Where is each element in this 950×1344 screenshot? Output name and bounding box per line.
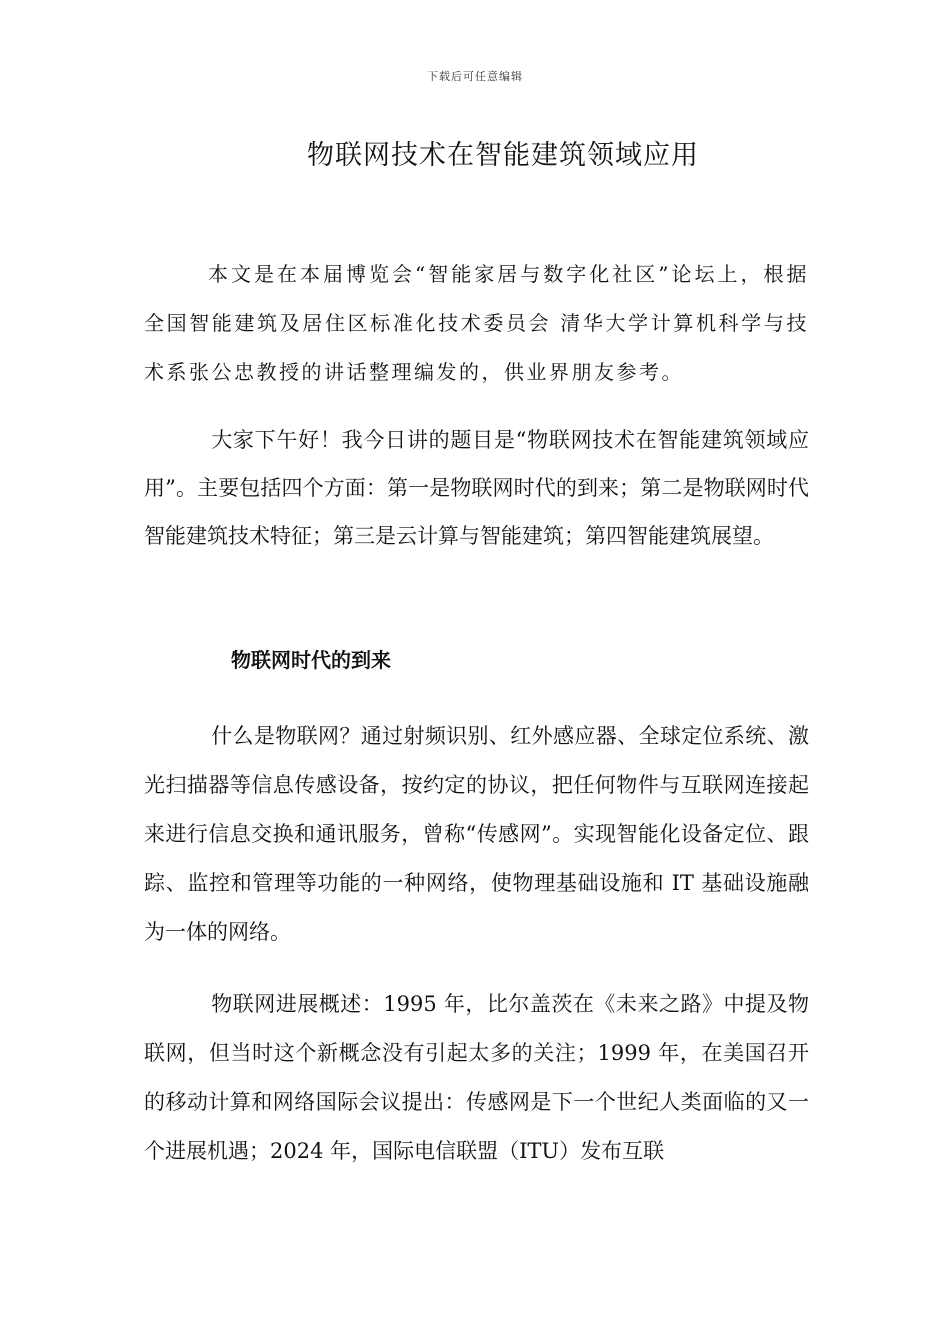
iot-definition-paragraph: 什么是物联网？通过射频识别、红外感应器、全球定位系统、激光扫描器等信息传感设备，按约定的协议，把任何物件与互联网连接起来进行信息交换和通讯服务，曾称“传感网”。实现智能化设备定位、跟踪、监控和管理等功能的一种网络，使物理基础设施和 IT 基础设施融为一体的网络。 [144,724,809,944]
intro-paragraph: 本文是在本届博览会“智能家居与数字化社区”论坛上，根据全国智能建筑及居住区标准化技术委员会 清华大学计算机科学与技术系张公忠教授的讲话整理编发的，供业界朋友参考。 [144,262,809,384]
header-note: 下载后可任意编辑 [427,70,523,83]
iot-progress-paragraph: 物联网进展概述：1995 年，比尔盖茨在《未来之路》中提及物联网，但当时这个新概念没有引起太多的关注；1999 年，在美国召开的移动计算和网络国际会议提出：传感网是下一个世纪人类面临的又一个进展机遇；2024 年，国际电信联盟（ITU）发布互联 [144,992,809,1163]
section-heading: 物联网时代的到来 [231,648,391,672]
document-title: 物联网技术在智能建筑领域应用 [307,140,699,171]
greeting-paragraph: 大家下午好！我今日讲的题目是“物联网技术在智能建筑领域应用”。主要包括四个方面：第一是物联网时代的到来；第二是物联网时代智能建筑技术特征；第三是云计算与智能建筑；第四智能建筑展望。 [144,428,809,548]
